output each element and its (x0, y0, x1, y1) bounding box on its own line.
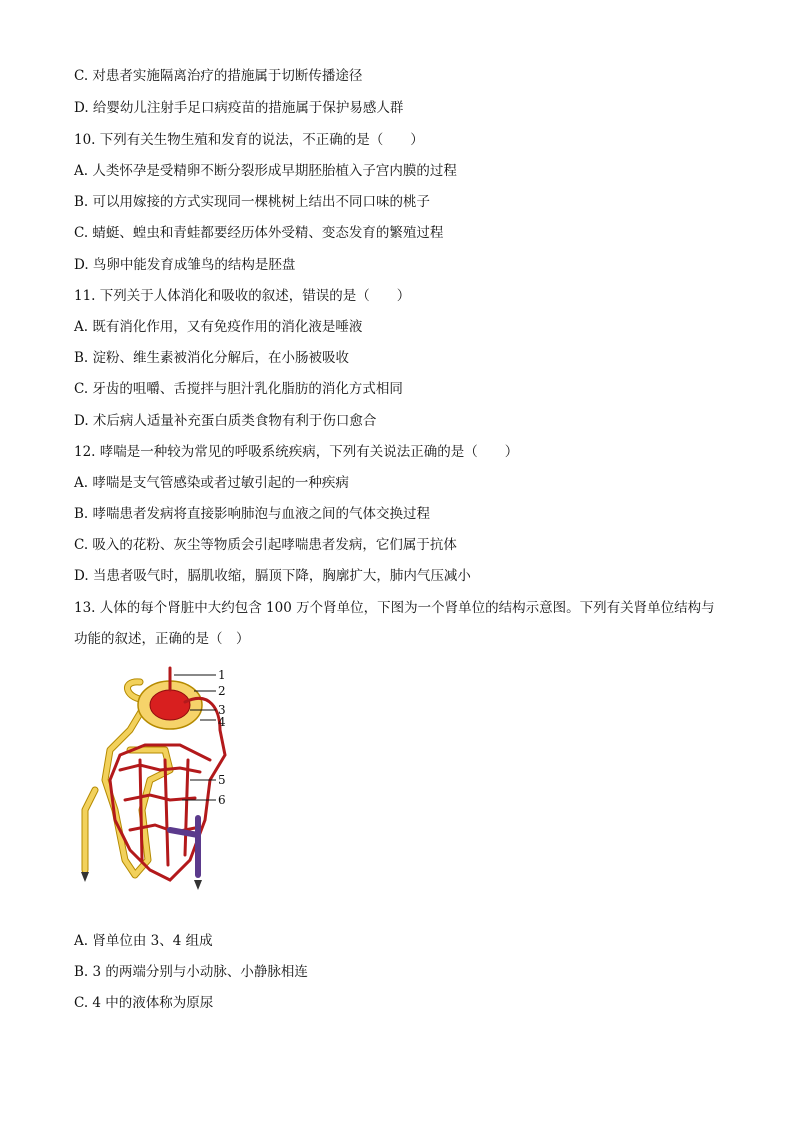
nephron-diagram (70, 660, 250, 890)
figure-label-1: 1 (218, 668, 226, 682)
line-0: C. 对患者实施隔离治疗的措施属于切断传播途径 (74, 68, 363, 84)
line-18: 功能的叙述，正确的是（ ） (74, 631, 250, 647)
figure-label-5: 5 (218, 773, 226, 787)
line-14: B. 哮喘患者发病将直接影响肺泡与血液之间的气体交换过程 (74, 506, 431, 522)
figure-label-4: 4 (218, 715, 226, 729)
line-3: A. 人类怀孕是受精卵不断分裂形成早期胚胎植入子宫内膜的过程 (74, 163, 457, 179)
line-13: A. 哮喘是支气管感染或者过敏引起的一种疾病 (74, 475, 349, 491)
figure-label-3: 3 (218, 703, 226, 717)
line-1: D. 给婴幼儿注射手足口病疫苗的措施属于保护易感人群 (74, 100, 404, 116)
figure-label-6: 6 (218, 793, 226, 807)
line-20: B. 3 的两端分别与小动脉、小静脉相连 (74, 964, 308, 980)
glomerulus (150, 690, 190, 720)
line-17: 13. 人体的每个肾脏中大约包含 100 万个肾单位，下图为一个肾单位的结构示意图。下列有关肾单位结构与 (74, 600, 715, 616)
line-5: C. 蜻蜓、蝗虫和青蛙都要经历体外受精、变态发育的繁殖过程 (74, 225, 444, 241)
line-15: C. 吸入的花粉、灰尘等物质会引起哮喘患者发病，它们属于抗体 (74, 537, 457, 553)
line-11: D. 术后病人适量补充蛋白质类食物有利于伤口愈合 (74, 413, 377, 429)
line-7: 11. 下列关于人体消化和吸收的叙述，错误的是（ ） (74, 288, 411, 304)
figure-label-2: 2 (218, 684, 226, 698)
line-21: C. 4 中的液体称为原尿 (74, 995, 214, 1011)
line-12: 12. 哮喘是一种较为常见的呼吸系统疾病，下列有关说法正确的是（ ） (74, 444, 519, 460)
line-2: 10. 下列有关生物生殖和发育的说法，不正确的是（ ） (74, 132, 424, 148)
line-8: A. 既有消化作用，又有免疫作用的消化液是唾液 (74, 319, 363, 335)
line-4: B. 可以用嫁接的方式实现同一棵桃树上结出不同口味的桃子 (74, 194, 431, 210)
line-9: B. 淀粉、维生素被消化分解后，在小肠被吸收 (74, 350, 350, 366)
arrow-icon (81, 872, 89, 882)
arrow-icon (194, 880, 202, 890)
line-16: D. 当患者吸气时，膈肌收缩，膈顶下降，胸廓扩大，肺内气压减小 (74, 568, 471, 584)
line-6: D. 鸟卵中能发育成雏鸟的结构是胚盘 (74, 257, 296, 273)
line-10: C. 牙齿的咀嚼、舌搅拌与胆汁乳化脂肪的消化方式相同 (74, 381, 403, 397)
line-19: A. 肾单位由 3、4 组成 (74, 933, 213, 949)
